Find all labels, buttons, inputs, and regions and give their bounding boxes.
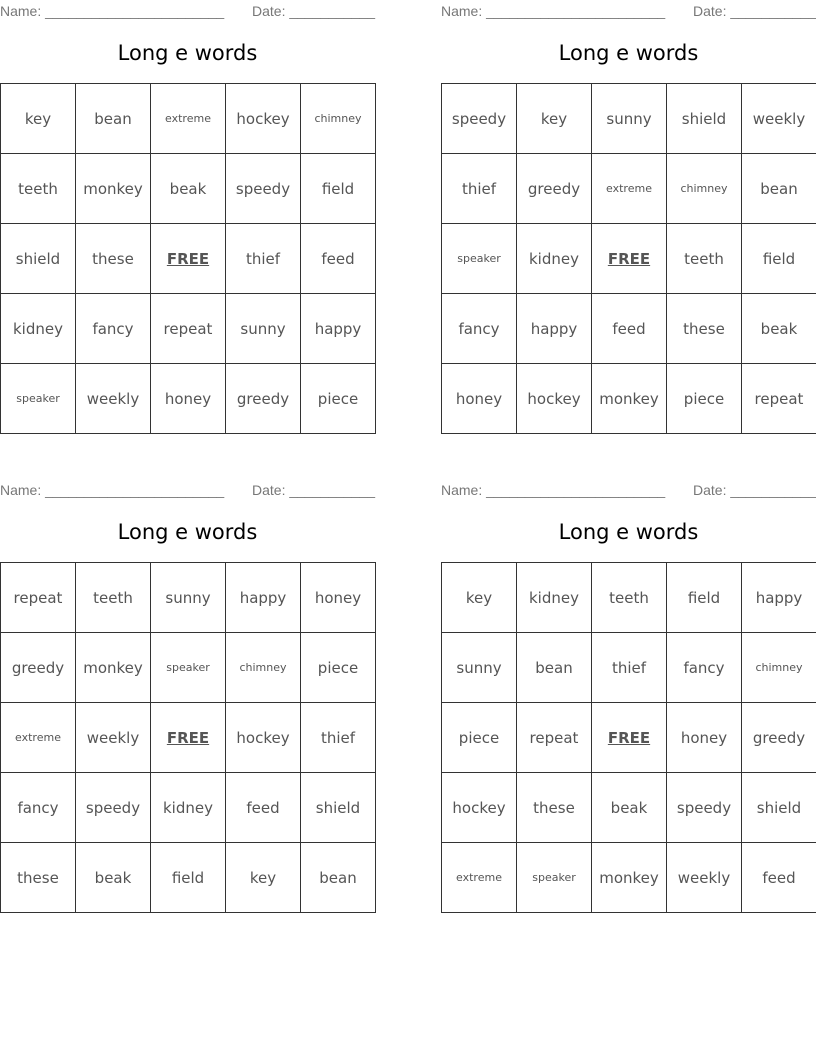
- bingo-cell: sunny: [226, 294, 301, 364]
- bingo-cell: monkey: [76, 633, 151, 703]
- bingo-cell: monkey: [592, 843, 667, 913]
- bingo-cell: greedy: [226, 364, 301, 434]
- bingo-cell: key: [226, 843, 301, 913]
- bingo-cell: key: [442, 563, 517, 633]
- bingo-cell: hockey: [226, 84, 301, 154]
- bingo-cell: thief: [442, 154, 517, 224]
- name-field-label: Name: _______________________: [441, 482, 666, 498]
- bingo-cell: beak: [592, 773, 667, 843]
- grid-row: [1, 703, 376, 773]
- card-header: [441, 479, 816, 501]
- bingo-cell: happy: [517, 294, 592, 364]
- bingo-cell: happy: [226, 563, 301, 633]
- grid-row: [442, 84, 816, 154]
- bingo-cell: teeth: [76, 563, 151, 633]
- grid-row: [1, 633, 376, 703]
- bingo-cell: speedy: [442, 84, 517, 154]
- bingo-cell: monkey: [76, 154, 151, 224]
- grid-row: [1, 563, 376, 633]
- bingo-cell: hockey: [226, 703, 301, 773]
- bingo-cell: these: [667, 294, 742, 364]
- bingo-cell: speaker: [442, 224, 517, 294]
- grid-row: [442, 364, 816, 434]
- bingo-cell: sunny: [442, 633, 517, 703]
- date-field-label: Date: ___________: [693, 482, 816, 498]
- bingo-cell: weekly: [76, 703, 151, 773]
- bingo-cell: feed: [742, 843, 816, 913]
- bingo-cell: bean: [301, 843, 376, 913]
- date-field-label: Date: ___________: [252, 3, 375, 19]
- bingo-cell: feed: [592, 294, 667, 364]
- bingo-cell: feed: [226, 773, 301, 843]
- card-title: Long e words: [558, 41, 699, 65]
- grid-row: [1, 84, 376, 154]
- grid-row: [1, 294, 376, 364]
- bingo-cell: beak: [151, 154, 226, 224]
- bingo-cell: kidney: [517, 563, 592, 633]
- bingo-cell: thief: [301, 703, 376, 773]
- bingo-cell: sunny: [151, 563, 226, 633]
- bingo-cell: field: [151, 843, 226, 913]
- bingo-cell: piece: [301, 633, 376, 703]
- card-header: [441, 0, 816, 22]
- bingo-grid: [0, 83, 376, 434]
- bingo-cell: honey: [301, 563, 376, 633]
- bingo-cell: extreme: [151, 84, 226, 154]
- grid-row: [1, 364, 376, 434]
- bingo-cell: honey: [442, 364, 517, 434]
- bingo-cell: honey: [151, 364, 226, 434]
- bingo-cell: kidney: [151, 773, 226, 843]
- bingo-grid: [441, 562, 816, 913]
- bingo-cell: piece: [301, 364, 376, 434]
- bingo-cell: extreme: [592, 154, 667, 224]
- bingo-cell: repeat: [1, 563, 76, 633]
- bingo-cell: speedy: [76, 773, 151, 843]
- bingo-cell: fancy: [1, 773, 76, 843]
- bingo-cell: these: [76, 224, 151, 294]
- bingo-cell: bean: [517, 633, 592, 703]
- bingo-cell: fancy: [442, 294, 517, 364]
- bingo-cell: weekly: [76, 364, 151, 434]
- bingo-cell: kidney: [1, 294, 76, 364]
- bingo-cell: teeth: [667, 224, 742, 294]
- bingo-cell: greedy: [1, 633, 76, 703]
- bingo-cell: chimney: [226, 633, 301, 703]
- bingo-cell: shield: [742, 773, 816, 843]
- grid-row: [442, 154, 816, 224]
- bingo-cell: weekly: [667, 843, 742, 913]
- bingo-cell: weekly: [742, 84, 816, 154]
- grid-row: [442, 224, 816, 294]
- bingo-cell: honey: [667, 703, 742, 773]
- grid-row: [1, 154, 376, 224]
- bingo-cell: these: [517, 773, 592, 843]
- bingo-cell: beak: [76, 843, 151, 913]
- bingo-cell: piece: [667, 364, 742, 434]
- bingo-cell: greedy: [742, 703, 816, 773]
- bingo-cell: feed: [301, 224, 376, 294]
- date-field-label: Date: ___________: [252, 482, 375, 498]
- card-title: Long e words: [117, 41, 258, 65]
- card-title: Long e words: [117, 520, 258, 544]
- grid-row: [1, 224, 376, 294]
- bingo-cell: bean: [742, 154, 816, 224]
- grid-row: [442, 563, 816, 633]
- name-field-label: Name: _______________________: [0, 482, 225, 498]
- bingo-cell: sunny: [592, 84, 667, 154]
- bingo-cell: thief: [592, 633, 667, 703]
- grid-row: [1, 773, 376, 843]
- bingo-cell: speaker: [1, 364, 76, 434]
- bingo-cell: happy: [301, 294, 376, 364]
- free-space: FREE: [592, 703, 667, 773]
- bingo-cell: key: [1, 84, 76, 154]
- bingo-cell: shield: [667, 84, 742, 154]
- bingo-cell: monkey: [592, 364, 667, 434]
- bingo-cell: chimney: [301, 84, 376, 154]
- bingo-cell: hockey: [517, 364, 592, 434]
- grid-row: [442, 773, 816, 843]
- bingo-cell: speedy: [667, 773, 742, 843]
- card-title: Long e words: [558, 520, 699, 544]
- bingo-cell: extreme: [442, 843, 517, 913]
- name-field-label: Name: _______________________: [0, 3, 225, 19]
- grid-row: [1, 843, 376, 913]
- bingo-cell: kidney: [517, 224, 592, 294]
- bingo-cell: these: [1, 843, 76, 913]
- bingo-cell: field: [667, 563, 742, 633]
- bingo-cell: speaker: [151, 633, 226, 703]
- card-header: [0, 479, 375, 501]
- bingo-cell: fancy: [667, 633, 742, 703]
- free-space: FREE: [151, 703, 226, 773]
- bingo-cell: piece: [442, 703, 517, 773]
- grid-row: [442, 633, 816, 703]
- bingo-cell: shield: [1, 224, 76, 294]
- bingo-cell: key: [517, 84, 592, 154]
- bingo-grid: [0, 562, 376, 913]
- free-space: FREE: [592, 224, 667, 294]
- bingo-cell: beak: [742, 294, 816, 364]
- bingo-cell: teeth: [592, 563, 667, 633]
- bingo-cell: speaker: [517, 843, 592, 913]
- bingo-cell: field: [742, 224, 816, 294]
- bingo-cell: hockey: [442, 773, 517, 843]
- date-field-label: Date: ___________: [693, 3, 816, 19]
- bingo-cell: repeat: [742, 364, 816, 434]
- free-space: FREE: [151, 224, 226, 294]
- name-field-label: Name: _______________________: [441, 3, 666, 19]
- bingo-cell: fancy: [76, 294, 151, 364]
- bingo-cell: extreme: [1, 703, 76, 773]
- bingo-cell: speedy: [226, 154, 301, 224]
- bingo-cell: bean: [76, 84, 151, 154]
- bingo-cell: field: [301, 154, 376, 224]
- grid-row: [442, 294, 816, 364]
- bingo-cell: shield: [301, 773, 376, 843]
- bingo-cell: chimney: [742, 633, 816, 703]
- bingo-cell: repeat: [151, 294, 226, 364]
- grid-row: [442, 843, 816, 913]
- bingo-cell: happy: [742, 563, 816, 633]
- bingo-cell: thief: [226, 224, 301, 294]
- card-header: [0, 0, 375, 22]
- grid-row: [442, 703, 816, 773]
- bingo-cell: teeth: [1, 154, 76, 224]
- bingo-cell: greedy: [517, 154, 592, 224]
- bingo-cell: chimney: [667, 154, 742, 224]
- bingo-grid: [441, 83, 816, 434]
- bingo-cell: repeat: [517, 703, 592, 773]
